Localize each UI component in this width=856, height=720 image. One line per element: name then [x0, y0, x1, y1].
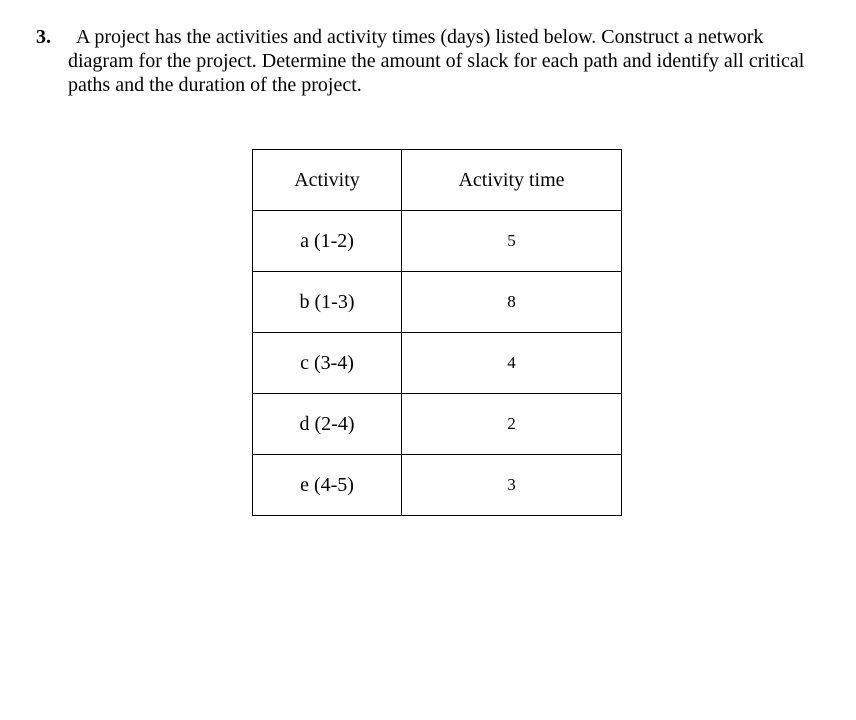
- time-cell: 3: [402, 455, 622, 516]
- question-number: 3.: [36, 26, 51, 48]
- time-cell: 8: [402, 272, 622, 333]
- question-line-1: A project has the activities and activity times (days) listed below. Construct a network: [76, 26, 764, 48]
- table-row: [253, 272, 622, 333]
- activity-cell: c (3-4): [253, 333, 402, 394]
- header-activity-time: Activity time: [402, 150, 622, 211]
- question-text: [68, 25, 836, 97]
- activity-cell: a (1-2): [253, 211, 402, 272]
- header-activity: Activity: [253, 150, 402, 211]
- activity-cell: d (2-4): [253, 394, 402, 455]
- activity-cell: e (4-5): [253, 455, 402, 516]
- time-cell: 4: [402, 333, 622, 394]
- table-row: [253, 394, 622, 455]
- table-header-row: [253, 150, 622, 211]
- question-block: [36, 25, 836, 97]
- table-row: [253, 333, 622, 394]
- question-line-2: diagram for the project. Determine the amount of slack for each path and identify all critical: [68, 50, 805, 72]
- table-row: [253, 455, 622, 516]
- table-row: [253, 211, 622, 272]
- time-cell: 2: [402, 394, 622, 455]
- question-line-3: paths and the duration of the project.: [68, 74, 362, 96]
- activity-cell: b (1-3): [253, 272, 402, 333]
- time-cell: 5: [402, 211, 622, 272]
- activity-table: [252, 149, 622, 516]
